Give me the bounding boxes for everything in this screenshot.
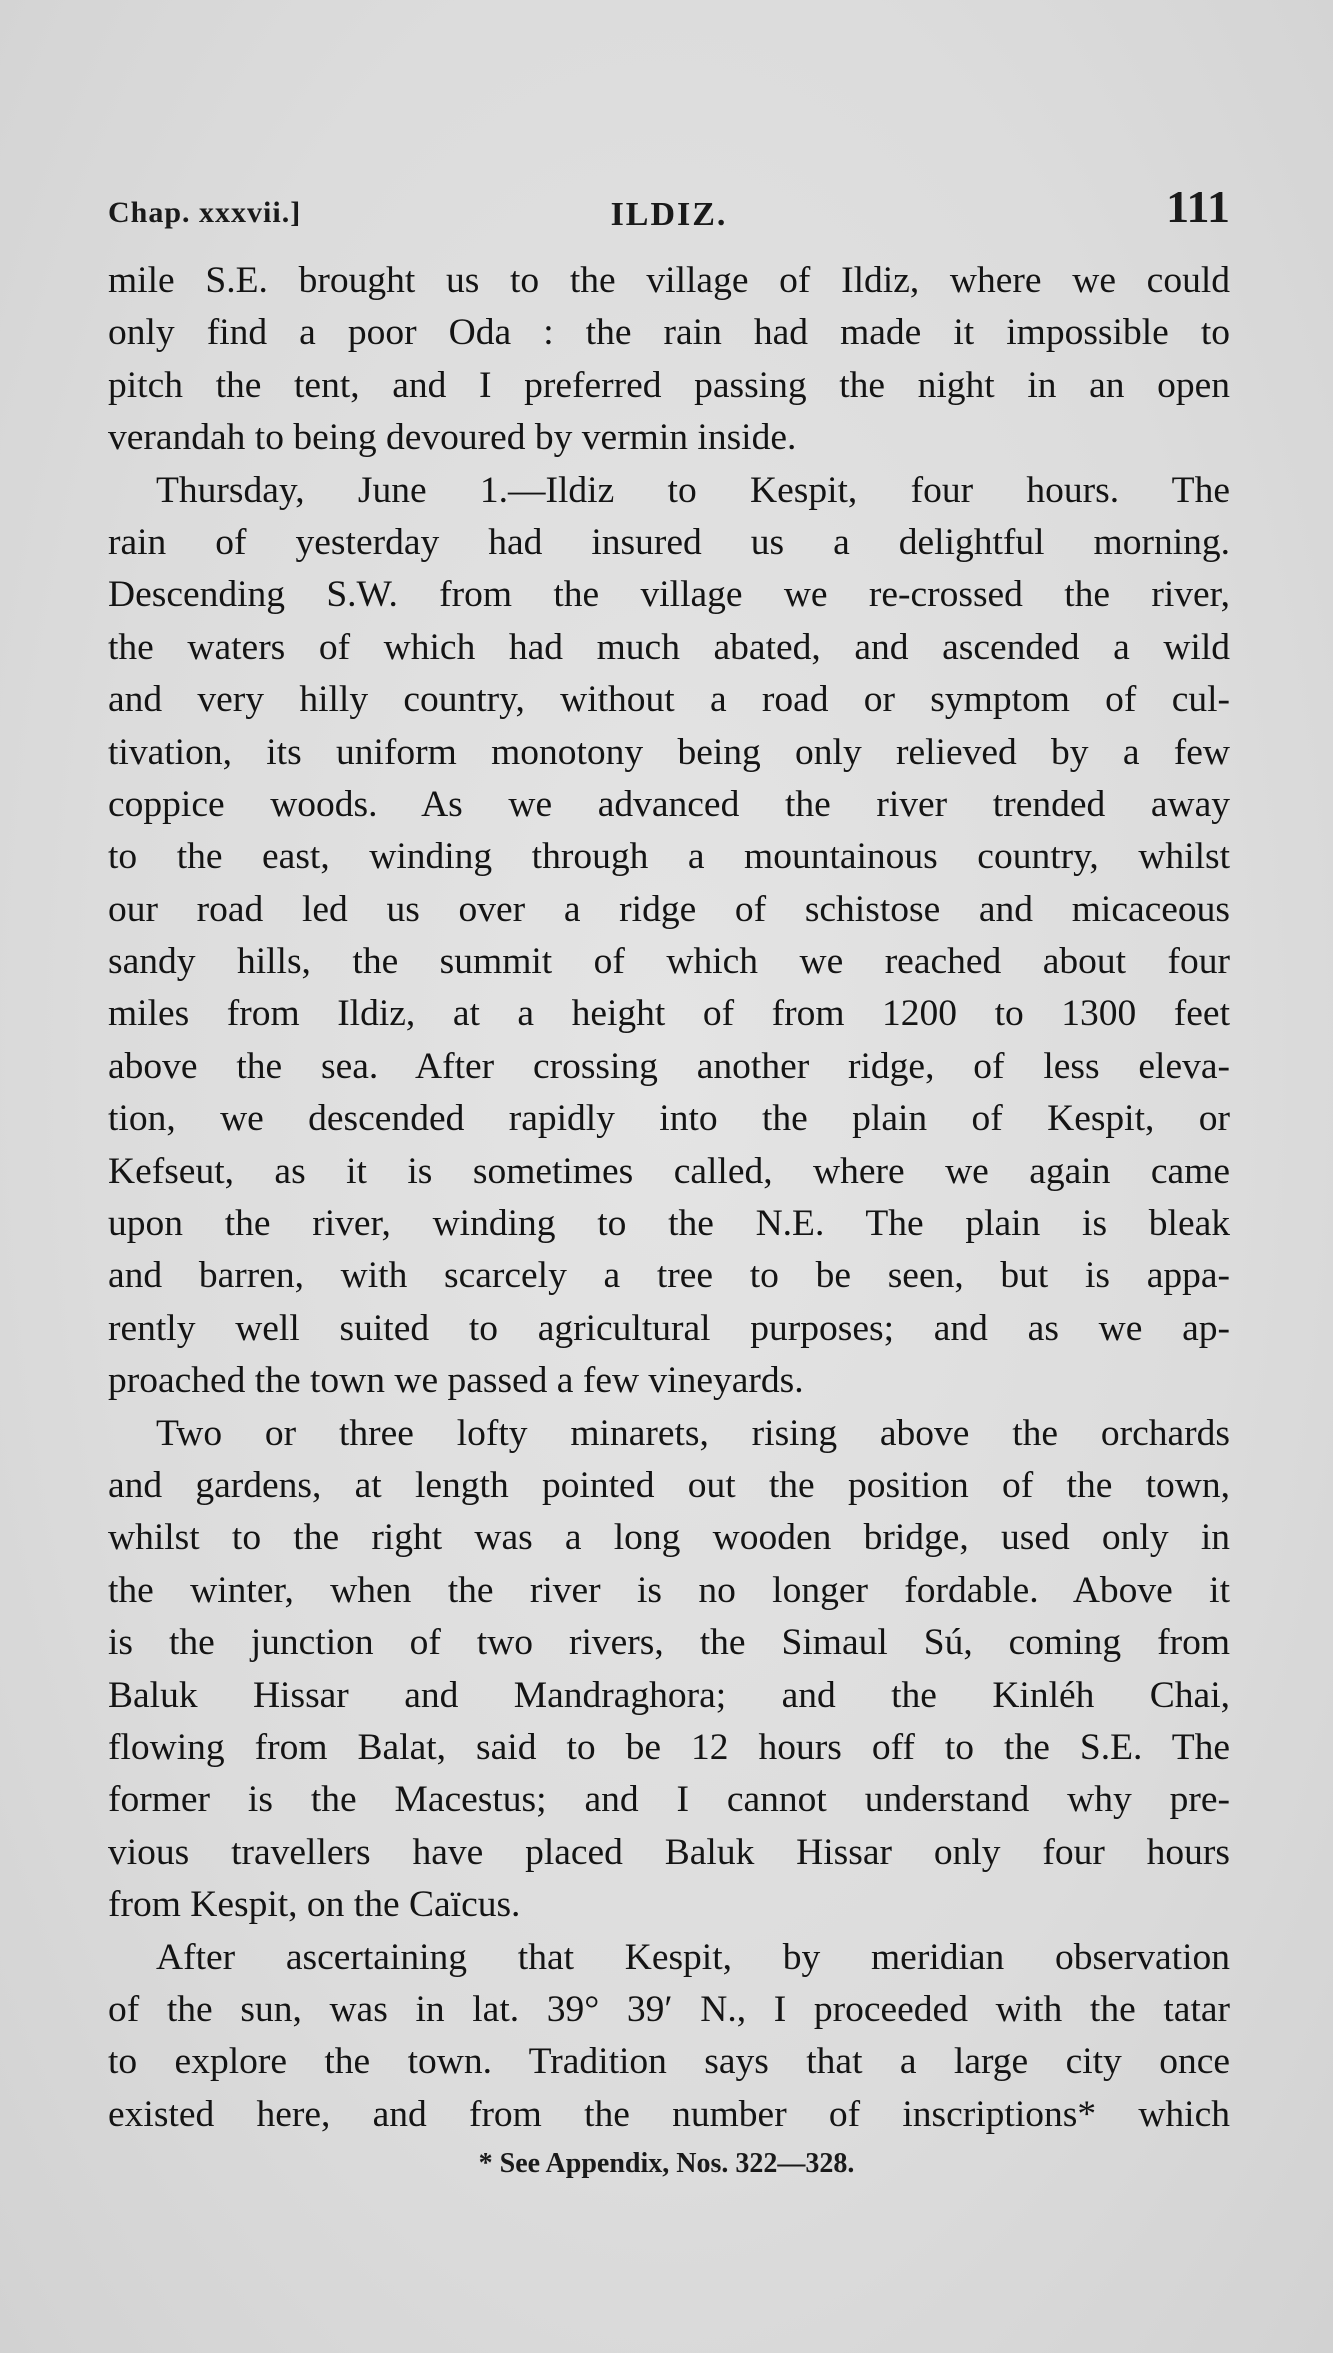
text-line: miles from Ildiz, at a height of from 1200 to 1300 feet — [108, 993, 1230, 1035]
text-line: to explore the town. Tradition says that a large city once — [108, 2041, 1230, 2083]
text-line: pitch the tent, and I preferred passing the night in an open — [108, 364, 1230, 406]
text-line: coppice woods. As we advanced the river trended away — [108, 783, 1230, 825]
text-line: mile S.E. brought us to the village of Ildiz, where we could — [108, 260, 1230, 301]
body-text — [108, 255, 1230, 2141]
text-line: and barren, with scarcely a tree to be seen, but is appa- — [108, 1255, 1230, 1297]
text-line: tion, we descended rapidly into the plain of Kespit, or — [108, 1098, 1230, 1140]
text-line: proached the town we passed a few vineyards. — [108, 1360, 804, 1402]
text-line: of the sun, was in lat. 39° 39′ N., I proceeded with the tatar — [108, 1988, 1230, 2030]
text-line: the waters of which had much abated, and ascended a wild — [108, 626, 1230, 668]
text-line: upon the river, winding to the N.E. The plain is bleak — [108, 1203, 1230, 1245]
text-line: sandy hills, the summit of which we reached about four — [108, 941, 1230, 983]
text-line: rently well suited to agricultural purposes; and as we ap- — [108, 1307, 1230, 1349]
page-number: 111 — [1166, 181, 1230, 232]
text-line: and very hilly country, without a road or symptom of cul- — [108, 679, 1230, 721]
text-line: existed here, and from the number of inscriptions* which — [108, 2093, 1230, 2135]
text-line: former is the Macestus; and I cannot understand why pre- — [108, 1779, 1230, 1821]
text-line: from Kespit, on the Caïcus. — [108, 1884, 521, 1926]
chapter-label: Chap. xxxvii.] — [108, 196, 302, 229]
text-line: and gardens, at length pointed out the position of the town, — [108, 1464, 1230, 1506]
text-line: Two or three lofty minarets, rising above the orchards — [156, 1412, 1230, 1454]
text-line: After ascertaining that Kespit, by meridian observation — [156, 1936, 1230, 1978]
text-line: flowing from Balat, said to be 12 hours off to the S.E. The — [108, 1726, 1230, 1768]
text-line: Descending S.W. from the village we re-crossed the river, — [108, 574, 1230, 616]
text-line: the winter, when the river is no longer fordable. Above it — [108, 1569, 1230, 1611]
text-line: to the east, winding through a mountainous country, whilst — [108, 836, 1230, 878]
text-line: verandah to being devoured by vermin inside. — [108, 417, 797, 459]
page-title: ILDIZ. — [610, 196, 728, 233]
text-line: only find a poor Oda : the rain had made it impossible to — [108, 312, 1230, 354]
text-line: whilst to the right was a long wooden bridge, used only in — [108, 1517, 1230, 1559]
text-line: rain of yesterday had insured us a delightful morning. — [108, 521, 1230, 563]
text-line: our road led us over a ridge of schistose and micaceous — [108, 888, 1230, 930]
text-line: Kefseut, as it is sometimes called, where we again came — [108, 1150, 1230, 1192]
footnote: * See Appendix, Nos. 322—328. — [478, 2148, 855, 2179]
text-line: Baluk Hissar and Mandraghora; and the Kinléh Chai, — [108, 1674, 1230, 1716]
text-line: tivation, its uniform monotony being only relieved by a few — [108, 731, 1230, 773]
text-line: is the junction of two rivers, the Simaul Sú, coming from — [108, 1622, 1230, 1664]
running-header — [108, 178, 1230, 238]
text-line: Thursday, June 1.—Ildiz to Kespit, four hours. The — [156, 469, 1230, 511]
text-line: vious travellers have placed Baluk Hissar only four hours — [108, 1831, 1230, 1873]
text-line: above the sea. After crossing another ridge, of less eleva- — [108, 1045, 1230, 1087]
